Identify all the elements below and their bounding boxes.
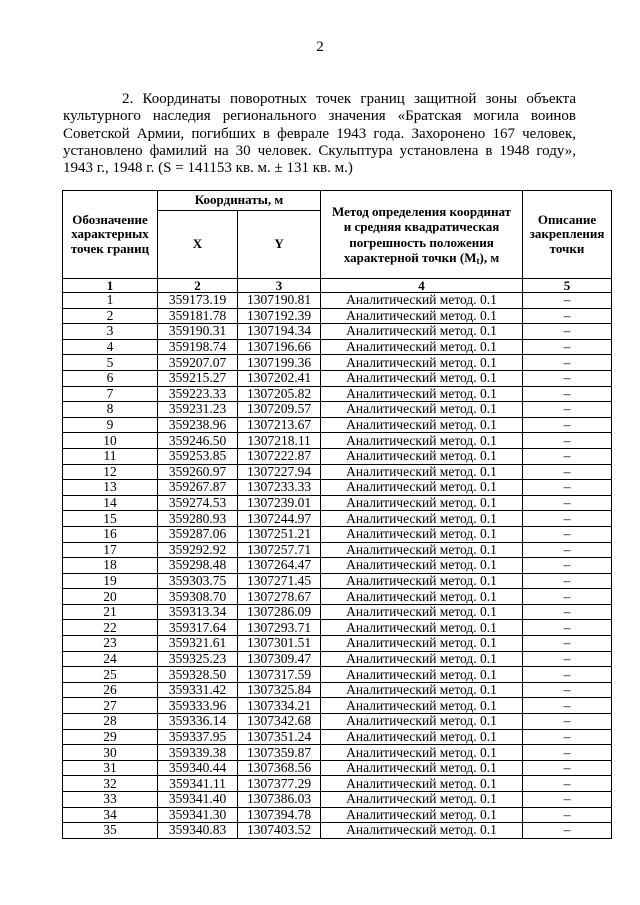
table-row [63,667,612,683]
cell-y: 1307377.29 [238,776,321,792]
cell-y: 1307309.47 [238,651,321,667]
cell-method: Аналитический метод. 0.1 [321,386,523,402]
cell-x: 359231.23 [158,402,238,418]
cell-y: 1307257.71 [238,542,321,558]
cell-description: – [523,370,612,386]
cell-point: 16 [63,526,158,542]
cell-point: 3 [63,324,158,340]
cell-x: 359246.50 [158,433,238,449]
table-header-row [63,191,612,211]
cell-method: Аналитический метод. 0.1 [321,417,523,433]
cell-x: 359253.85 [158,448,238,464]
table-row [63,480,612,496]
table-row [63,651,612,667]
table-row [63,293,612,309]
cell-point: 33 [63,792,158,808]
cell-y: 1307199.36 [238,355,321,371]
cell-method: Аналитический метод. 0.1 [321,370,523,386]
section-paragraph [63,91,576,177]
cell-y: 1307286.09 [238,604,321,620]
cell-method: Аналитический метод. 0.1 [321,714,523,730]
header-method-line: и средняя квадратическая [343,219,500,235]
column-number: 1 [63,279,158,293]
cell-y: 1307192.39 [238,308,321,324]
header-method-last: характерной точки (M [343,249,477,265]
cell-description: – [523,402,612,418]
header-method-tail: ), м [479,249,500,265]
cell-description: – [523,355,612,371]
table-row [63,620,612,636]
cell-description: – [523,745,612,761]
cell-method: Аналитический метод. 0.1 [321,308,523,324]
cell-y: 1307218.11 [238,433,321,449]
cell-y: 1307233.33 [238,480,321,496]
table-row [63,792,612,808]
cell-point: 2 [63,308,158,324]
cell-y: 1307278.67 [238,589,321,605]
cell-point: 23 [63,636,158,652]
cell-method: Аналитический метод. 0.1 [321,526,523,542]
cell-x: 359267.87 [158,480,238,496]
cell-method: Аналитический метод. 0.1 [321,558,523,574]
cell-description: – [523,792,612,808]
cell-method: Аналитический метод. 0.1 [321,464,523,480]
cell-description: – [523,386,612,402]
cell-x: 359207.07 [158,355,238,371]
cell-description: – [523,573,612,589]
cell-description: – [523,651,612,667]
column-number: 3 [238,279,321,293]
cell-y: 1307293.71 [238,620,321,636]
cell-x: 359341.40 [158,792,238,808]
cell-y: 1307301.51 [238,636,321,652]
table-row [63,495,612,511]
cell-method: Аналитический метод. 0.1 [321,542,523,558]
cell-description: – [523,293,612,309]
cell-y: 1307202.41 [238,370,321,386]
cell-point: 6 [63,370,158,386]
cell-y: 1307386.03 [238,792,321,808]
cell-point: 14 [63,495,158,511]
table-row [63,573,612,589]
cell-y: 1307222.87 [238,448,321,464]
cell-x: 359341.11 [158,776,238,792]
cell-description: – [523,682,612,698]
table-row [63,589,612,605]
cell-method: Аналитический метод. 0.1 [321,760,523,776]
cell-point: 18 [63,558,158,574]
cell-method: Аналитический метод. 0.1 [321,698,523,714]
cell-point: 11 [63,448,158,464]
coordinates-table-body [63,191,612,839]
header-method [321,191,523,279]
cell-description: – [523,667,612,683]
cell-point: 26 [63,682,158,698]
table-row [63,542,612,558]
table-row [63,511,612,527]
cell-description: – [523,324,612,340]
table-row [63,604,612,620]
cell-method: Аналитический метод. 0.1 [321,495,523,511]
header-method-subscript: t [476,255,480,266]
cell-x: 359181.78 [158,308,238,324]
table-row [63,682,612,698]
table-row [63,776,612,792]
cell-method: Аналитический метод. 0.1 [321,355,523,371]
coordinates-table [62,190,612,839]
table-row [63,355,612,371]
cell-x: 359340.83 [158,823,238,839]
cell-description: – [523,776,612,792]
cell-description: – [523,698,612,714]
cell-method: Аналитический метод. 0.1 [321,729,523,745]
cell-method: Аналитический метод. 0.1 [321,745,523,761]
cell-x: 359325.23 [158,651,238,667]
cell-point: 30 [63,745,158,761]
table-row [63,433,612,449]
cell-method: Аналитический метод. 0.1 [321,480,523,496]
cell-x: 359298.48 [158,558,238,574]
cell-point: 10 [63,433,158,449]
cell-point: 21 [63,604,158,620]
table-row [63,558,612,574]
cell-y: 1307368.56 [238,760,321,776]
cell-method: Аналитический метод. 0.1 [321,823,523,839]
table-row [63,807,612,823]
table-row [63,417,612,433]
cell-point: 20 [63,589,158,605]
cell-description: – [523,807,612,823]
cell-description: – [523,448,612,464]
column-number: 4 [321,279,523,293]
header-coordinates: Координаты, м [158,191,321,211]
cell-y: 1307317.59 [238,667,321,683]
cell-description: – [523,433,612,449]
table-row [63,464,612,480]
table-row [63,698,612,714]
table-row [63,448,612,464]
header-method-line: погрешность положения [349,234,494,250]
paragraph-line: Советской Армии, погибших в феврале 1943 года. Захоронено 167 человек, [63,125,576,142]
cell-x: 359308.70 [158,589,238,605]
cell-description: – [523,620,612,636]
cell-description: – [523,729,612,745]
cell-y: 1307244.97 [238,511,321,527]
cell-point: 8 [63,402,158,418]
cell-point: 12 [63,464,158,480]
paragraph-line: 2. Координаты поворотных точек границ защитной зоны объекта [122,91,576,107]
cell-description: – [523,417,612,433]
cell-x: 359333.96 [158,698,238,714]
cell-y: 1307196.66 [238,339,321,355]
column-number-row [63,279,612,293]
cell-method: Аналитический метод. 0.1 [321,511,523,527]
cell-point: 34 [63,807,158,823]
cell-point: 22 [63,620,158,636]
table-row [63,745,612,761]
cell-point: 25 [63,667,158,683]
cell-point: 13 [63,480,158,496]
cell-y: 1307351.24 [238,729,321,745]
cell-y: 1307209.57 [238,402,321,418]
cell-x: 359317.64 [158,620,238,636]
cell-point: 17 [63,542,158,558]
page-number: 2 [316,39,324,55]
table-row [63,823,612,839]
cell-point: 27 [63,698,158,714]
paragraph-line: 1943 г., 1948 г. (S = 141153 кв. м. ± 131 кв. м.) [63,160,353,177]
table-row [63,370,612,386]
cell-point: 9 [63,417,158,433]
cell-y: 1307190.81 [238,293,321,309]
cell-x: 359223.33 [158,386,238,402]
cell-method: Аналитический метод. 0.1 [321,682,523,698]
cell-y: 1307271.45 [238,573,321,589]
cell-y: 1307205.82 [238,386,321,402]
paragraph-line: культурного наследия регионального значения «Братская могила воинов [63,108,576,125]
cell-y: 1307213.67 [238,417,321,433]
cell-y: 1307325.84 [238,682,321,698]
cell-method: Аналитический метод. 0.1 [321,792,523,808]
cell-description: – [523,760,612,776]
cell-y: 1307264.47 [238,558,321,574]
cell-point: 32 [63,776,158,792]
cell-description: – [523,714,612,730]
cell-description: – [523,589,612,605]
cell-description: – [523,558,612,574]
table-row [63,760,612,776]
table-row [63,526,612,542]
cell-method: Аналитический метод. 0.1 [321,589,523,605]
cell-x: 359341.30 [158,807,238,823]
cell-x: 359260.97 [158,464,238,480]
cell-x: 359328.50 [158,667,238,683]
cell-description: – [523,339,612,355]
table-row [63,729,612,745]
cell-y: 1307403.52 [238,823,321,839]
cell-point: 29 [63,729,158,745]
cell-y: 1307334.21 [238,698,321,714]
cell-point: 24 [63,651,158,667]
cell-x: 359321.61 [158,636,238,652]
cell-y: 1307394.78 [238,807,321,823]
cell-x: 359287.06 [158,526,238,542]
table-row [63,402,612,418]
cell-method: Аналитический метод. 0.1 [321,293,523,309]
cell-y: 1307251.21 [238,526,321,542]
cell-x: 359337.95 [158,729,238,745]
cell-x: 359331.42 [158,682,238,698]
cell-description: – [523,542,612,558]
cell-x: 359198.74 [158,339,238,355]
cell-method: Аналитический метод. 0.1 [321,339,523,355]
cell-description: – [523,526,612,542]
cell-y: 1307239.01 [238,495,321,511]
column-number: 2 [158,279,238,293]
cell-method: Аналитический метод. 0.1 [321,433,523,449]
cell-description: – [523,495,612,511]
column-number: 5 [523,279,612,293]
cell-method: Аналитический метод. 0.1 [321,448,523,464]
cell-x: 359313.34 [158,604,238,620]
cell-y: 1307342.68 [238,714,321,730]
header-y: Y [238,211,321,279]
header-method-line [321,250,522,265]
cell-point: 19 [63,573,158,589]
cell-y: 1307227.94 [238,464,321,480]
cell-description: – [523,636,612,652]
cell-x: 359215.27 [158,370,238,386]
cell-description: – [523,480,612,496]
cell-method: Аналитический метод. 0.1 [321,651,523,667]
header-x: X [158,211,238,279]
cell-description: – [523,308,612,324]
cell-x: 359339.38 [158,745,238,761]
cell-description: – [523,604,612,620]
table-row [63,636,612,652]
paragraph-line: установлено фамилий на 30 человек. Скульптура установлена в 1948 году», [63,142,576,159]
cell-x: 359280.93 [158,511,238,527]
cell-point: 5 [63,355,158,371]
cell-x: 359190.31 [158,324,238,340]
cell-method: Аналитический метод. 0.1 [321,636,523,652]
cell-y: 1307359.87 [238,745,321,761]
cell-x: 359336.14 [158,714,238,730]
cell-x: 359340.44 [158,760,238,776]
cell-point: 1 [63,293,158,309]
cell-method: Аналитический метод. 0.1 [321,620,523,636]
table-row [63,714,612,730]
cell-point: 15 [63,511,158,527]
header-method-line: Метод определения координат [332,203,512,219]
cell-point: 4 [63,339,158,355]
cell-x: 359274.53 [158,495,238,511]
cell-method: Аналитический метод. 0.1 [321,573,523,589]
header-description: Описание закрепления точки [523,191,612,279]
cell-point: 35 [63,823,158,839]
cell-method: Аналитический метод. 0.1 [321,324,523,340]
cell-point: 7 [63,386,158,402]
cell-method: Аналитический метод. 0.1 [321,604,523,620]
cell-description: – [523,511,612,527]
table-row [63,386,612,402]
table-row [63,308,612,324]
cell-description: – [523,823,612,839]
cell-method: Аналитический метод. 0.1 [321,807,523,823]
cell-x: 359292.92 [158,542,238,558]
cell-y: 1307194.34 [238,324,321,340]
cell-point: 31 [63,760,158,776]
cell-method: Аналитический метод. 0.1 [321,776,523,792]
table-row [63,339,612,355]
table-row [63,324,612,340]
cell-x: 359173.19 [158,293,238,309]
cell-x: 359303.75 [158,573,238,589]
header-point-designation: Обозначение характерных точек границ [63,191,158,279]
cell-method: Аналитический метод. 0.1 [321,667,523,683]
cell-x: 359238.96 [158,417,238,433]
cell-point: 28 [63,714,158,730]
cell-method: Аналитический метод. 0.1 [321,402,523,418]
cell-description: – [523,464,612,480]
